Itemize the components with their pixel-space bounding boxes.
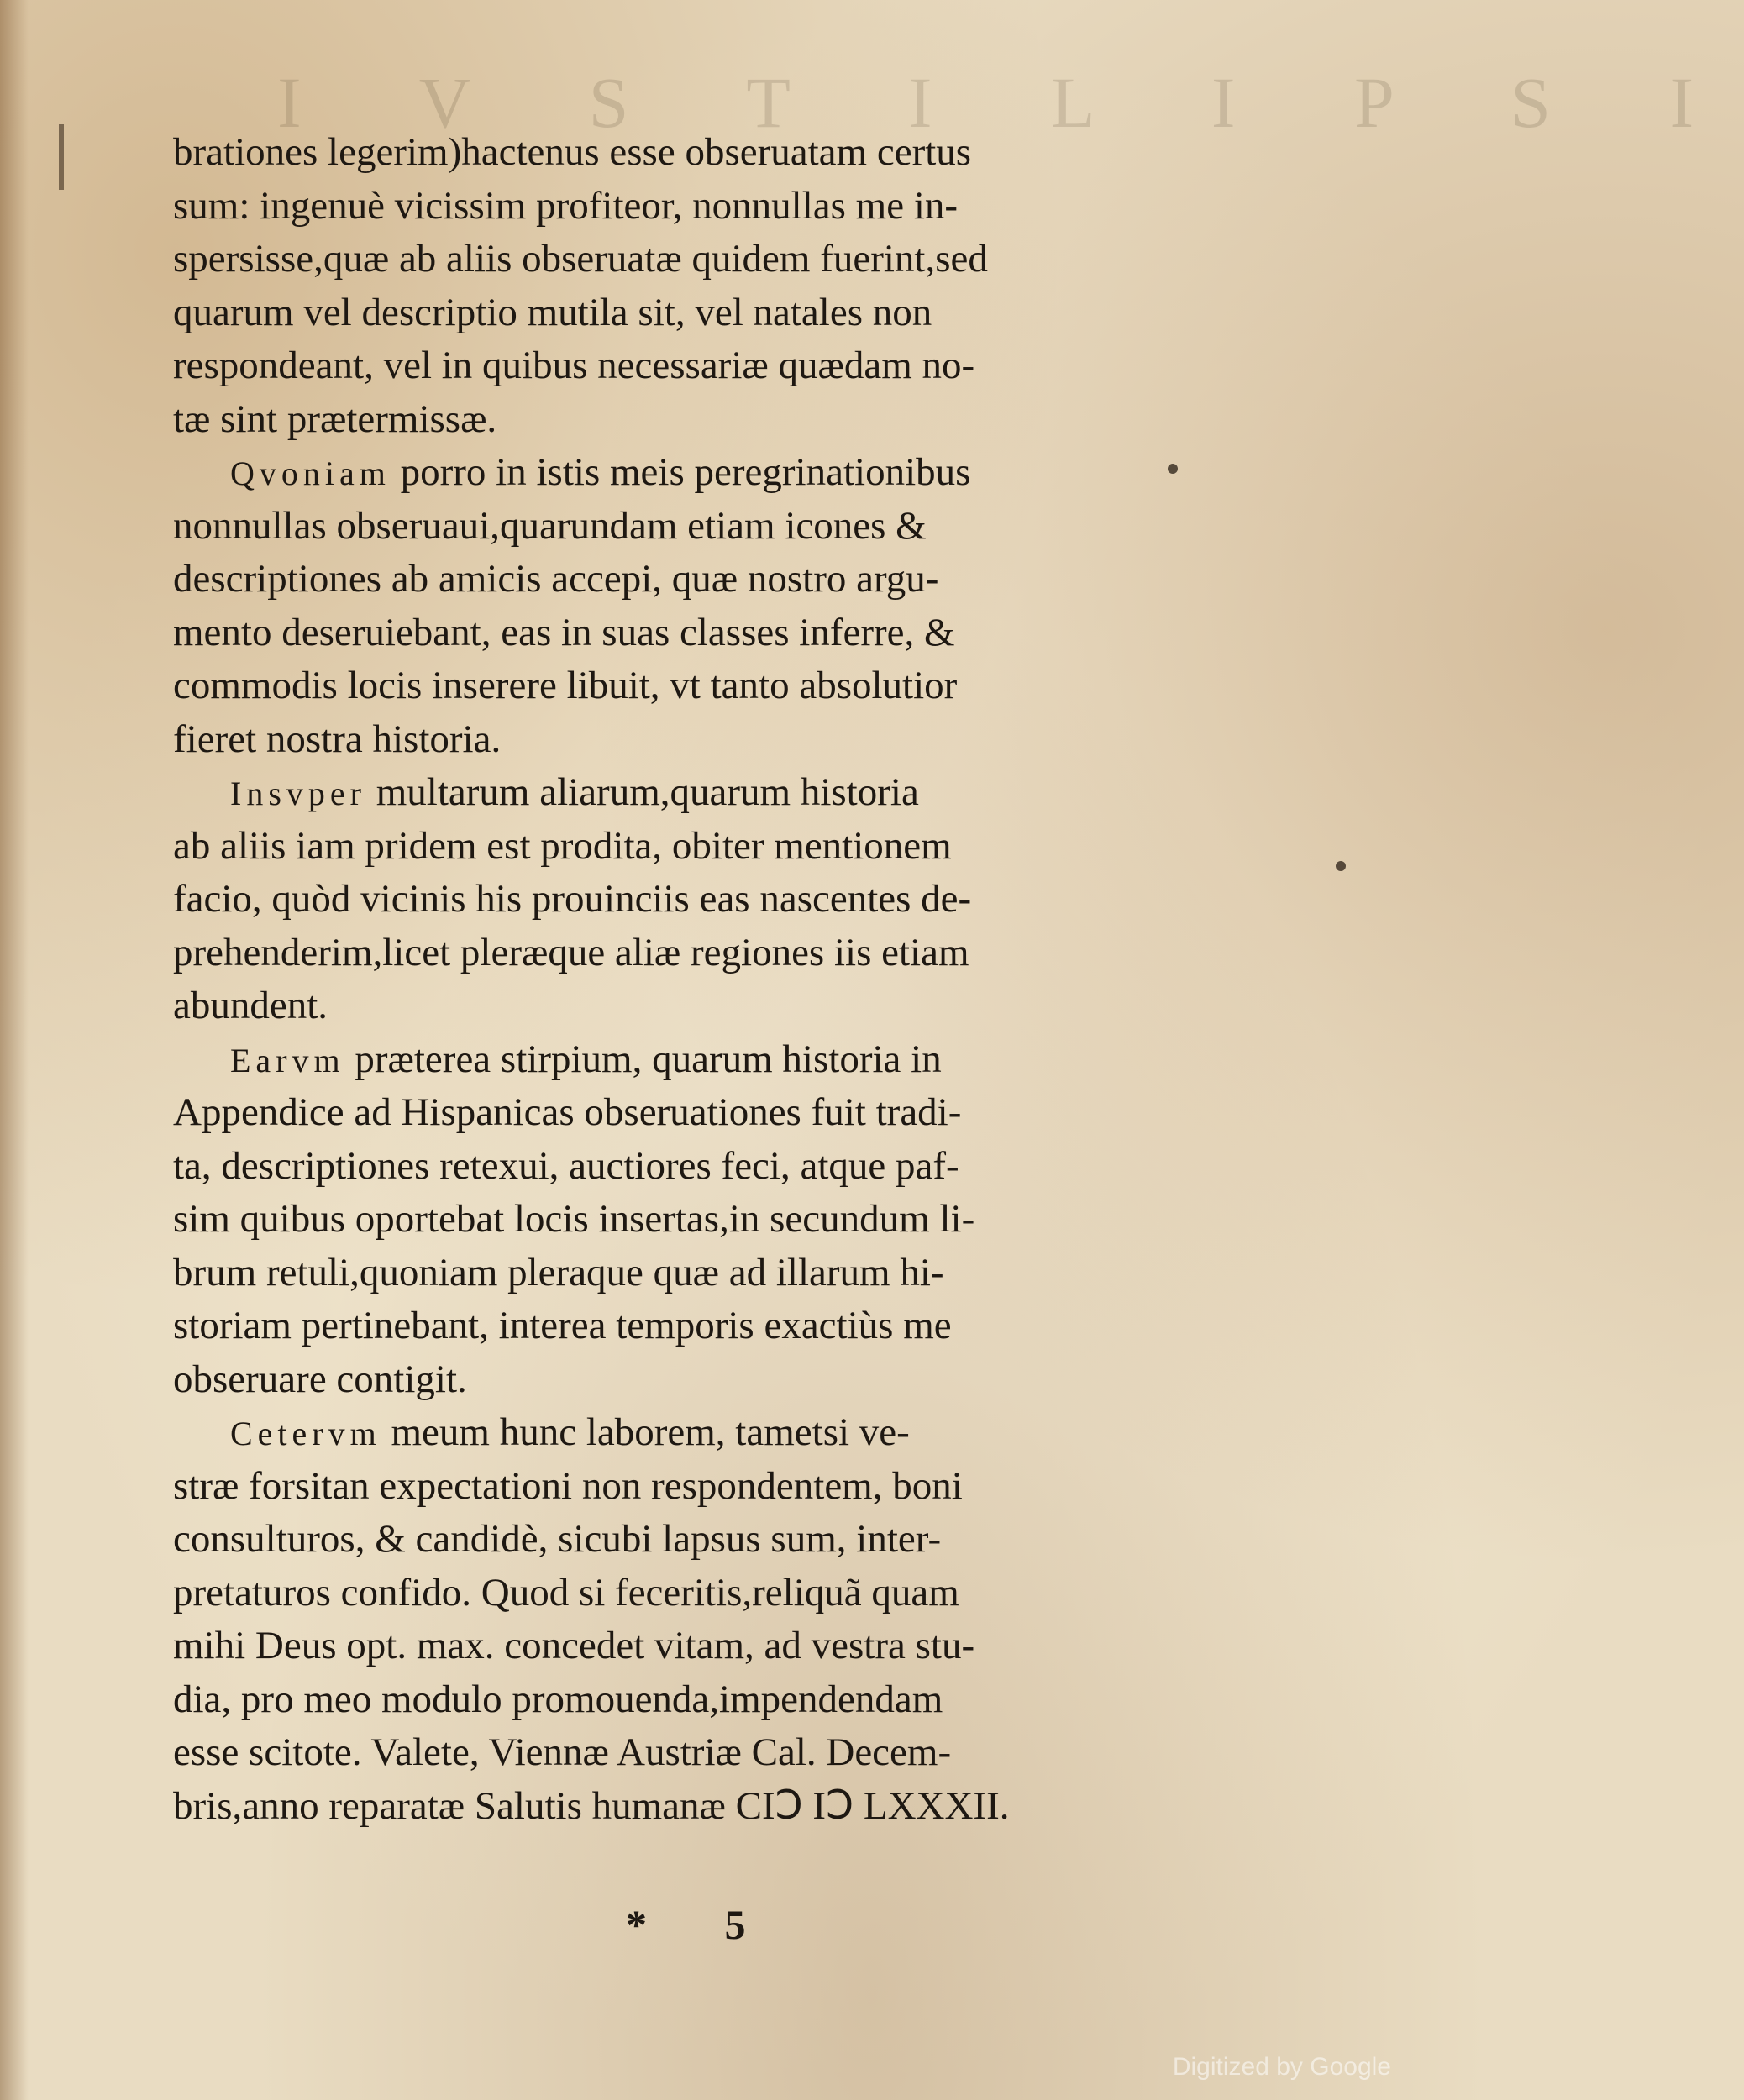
text-line: obseruare contigit.	[173, 1357, 467, 1401]
paragraph-opener: Earvm	[230, 1041, 345, 1079]
text-line: nonnullas obseruaui,quarundam etiam icones &	[173, 503, 927, 548]
margin-dot	[1168, 464, 1178, 474]
page-text	[173, 126, 1148, 1833]
text-line: multarum aliarum,quarum historia	[376, 770, 919, 814]
text-line: fieret nostra historia.	[173, 717, 502, 761]
paragraph-opener: Cetervm	[230, 1415, 381, 1452]
paragraph-start	[173, 1406, 1148, 1460]
paragraph-start	[173, 766, 1148, 820]
text-line: sum: ingenuè vicissim profiteor, nonnullas me in-	[173, 183, 959, 228]
paragraph-start	[173, 446, 1148, 500]
text-line: pretaturos confido. Quod si feceritis,reliquã quam	[173, 1570, 959, 1614]
running-head-bleedthrough: I V S T I L I P S I	[277, 62, 1744, 143]
text-line: mihi Deus opt. max. concedet vitam, ad vestra stu-	[173, 1624, 975, 1667]
text-line: stræ forsitan expectationi non respondentem, boni	[173, 1463, 963, 1508]
page-edge-shadow	[0, 0, 29, 2100]
margin-dot	[1336, 861, 1346, 871]
text-line: ta, descriptiones retexui, auctiores feci, atque paf-	[173, 1143, 959, 1188]
text-line: descriptiones ab amicis accepi, quæ nostro argu-	[173, 557, 939, 601]
text-line: commodis locis inserere libuit, vt tanto absolutior	[173, 664, 958, 707]
text-line: consulturos, & candidè, sicubi lapsus sum, inter-	[173, 1517, 942, 1561]
digitization-watermark: Digitized by Google	[1172, 2053, 1391, 2081]
paragraph-start	[173, 1033, 1148, 1087]
text-line: brum retuli,quoniam pleraque quæ ad illarum hi-	[173, 1250, 944, 1294]
text-line: storiam pertinebant, interea temporis exactiùs me	[173, 1304, 952, 1347]
text-line: abundent.	[173, 984, 328, 1027]
text-line: quarum vel descriptio mutila sit, vel natales non	[173, 290, 932, 334]
text-line: facio, quòd vicinis his prouinciis eas nascentes de-	[173, 877, 972, 921]
text-line: ab aliis iam pridem est prodita, obiter mentionem	[173, 823, 952, 868]
text-line: esse scitote. Valete, Viennæ Austriæ Cal. Decem-	[173, 1730, 952, 1774]
text-line: brationes legerim)hactenus esse obseruatam certus	[173, 130, 972, 174]
signature-mark: * 5	[626, 1901, 780, 1948]
text-line: meum hunc laborem, tametsi ve-	[391, 1410, 910, 1454]
text-line: respondeant, vel in quibus necessariæ quædam no-	[173, 344, 975, 387]
text-line: Appendice ad Hispanicas obseruationes fuit tradi-	[173, 1090, 962, 1134]
text-line: sim quibus oportebat locis insertas,in secundum li-	[173, 1197, 975, 1241]
text-line: dia, pro meo modulo promouenda,impendendam	[173, 1677, 943, 1721]
text-line: bris,anno reparatæ Salutis humanæ CIↃ IↃ LXXXII.	[173, 1783, 1010, 1828]
paragraph-opener: Insvper	[230, 774, 366, 812]
text-line: præterea stirpium, quarum historia in	[355, 1037, 942, 1081]
text-line: prehenderim,licet pleræque aliæ regiones iis etiam	[173, 930, 969, 974]
text-line: porro in istis meis peregrinationibus	[400, 450, 971, 494]
text-line: mento deseruiebant, eas in suas classes inferre, &	[173, 610, 955, 654]
paragraph-opener: Qvoniam	[230, 454, 391, 492]
text-line: tæ sint prætermissæ.	[173, 396, 497, 441]
margin-mark	[59, 124, 64, 190]
text-line: spersisse,quæ ab aliis obseruatæ quidem fuerint,sed	[173, 237, 988, 281]
